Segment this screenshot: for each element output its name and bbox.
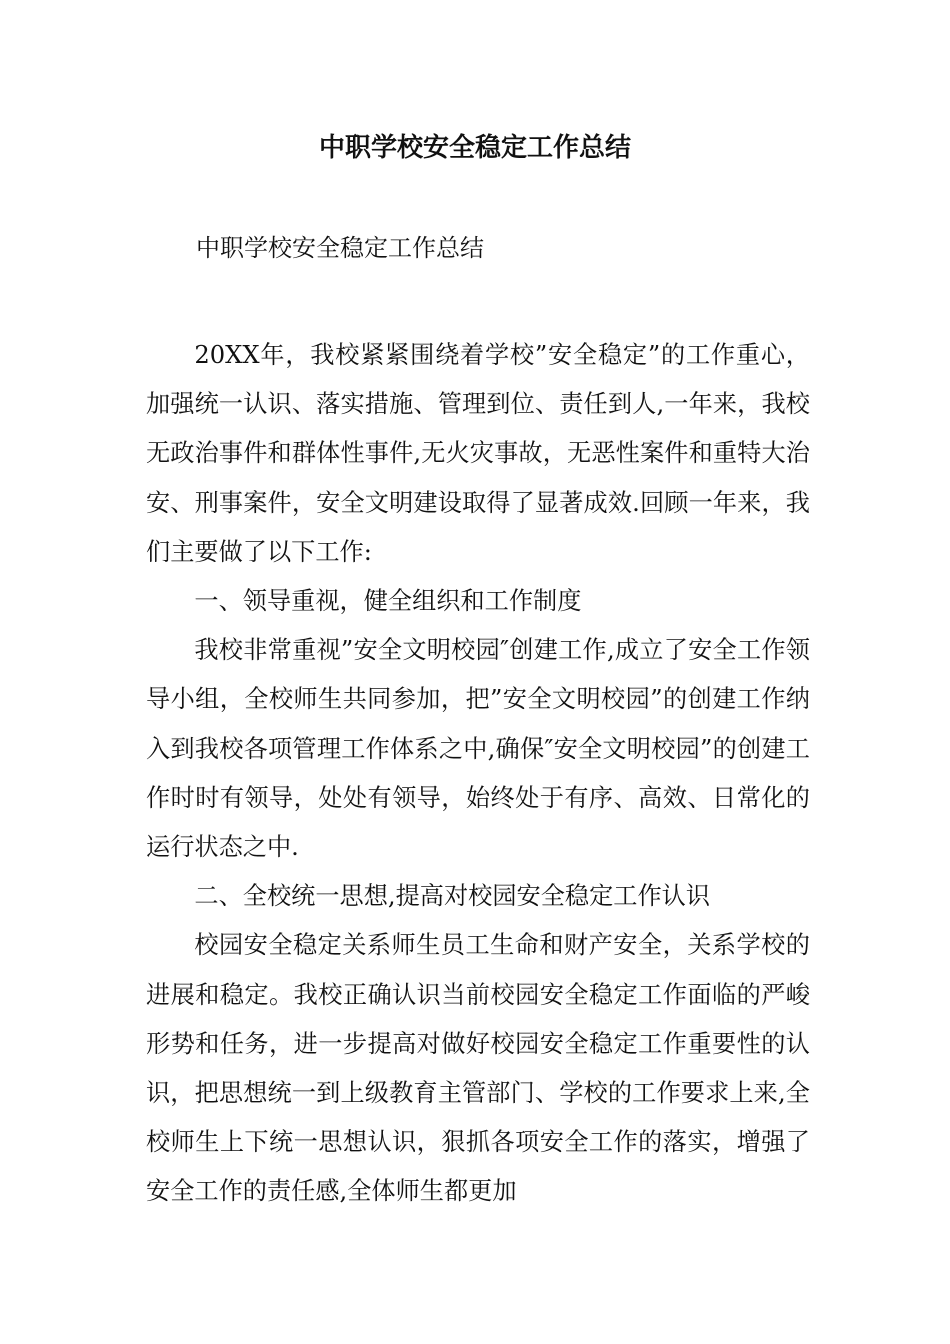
- paragraph-section-1: 我校非常重视”安全文明校园″创建工作,成立了安全工作领导小组，全校师生共同参加，把”安全文明校园”的创建工作纳入到我校各项管理工作体系之中,确保″安全文明校园”的创建工作时时有领导，处处有领导，始终处于有序、高效、日常化的运行状态之中.: [146, 636, 810, 862]
- page-title: 中职学校安全稳定工作总结: [318, 133, 631, 163]
- section-heading-2: 二、全校统一思想,提高对校园安全稳定工作认识: [194, 882, 711, 911]
- document-subtitle: 中职学校安全稳定工作总结: [196, 234, 484, 262]
- paragraph-intro: 20XX年，我校紧紧围绕着学校”安全稳定”的工作重心，加强统一认识、落实措施、管理到位、责任到人,一年来，我校无政治事件和群体性事件,无火灾事故，无恶性案件和重特大治安、刑事案件，安全文明建设取得了显著成效.回顾一年来，我们主要做了以下工作:: [146, 341, 810, 566]
- document-body: [146, 331, 810, 1217]
- section-heading-1: 一、领导重视，健全组织和工作制度: [194, 587, 582, 616]
- paragraph-section-2: 校园安全稳定关系师生员工生命和财产安全，关系学校的进展和稳定。我校正确认识当前校园安全稳定工作面临的严峻形势和任务，进一步提高对做好校园安全稳定工作重要性的认识，把思想统一到上级教育主管部门、学校的工作要求上来,全校师生上下统一思想认识，狠抓各项安全工作的落实，增强了安全工作的责任感,全体师生都更加: [146, 931, 810, 1206]
